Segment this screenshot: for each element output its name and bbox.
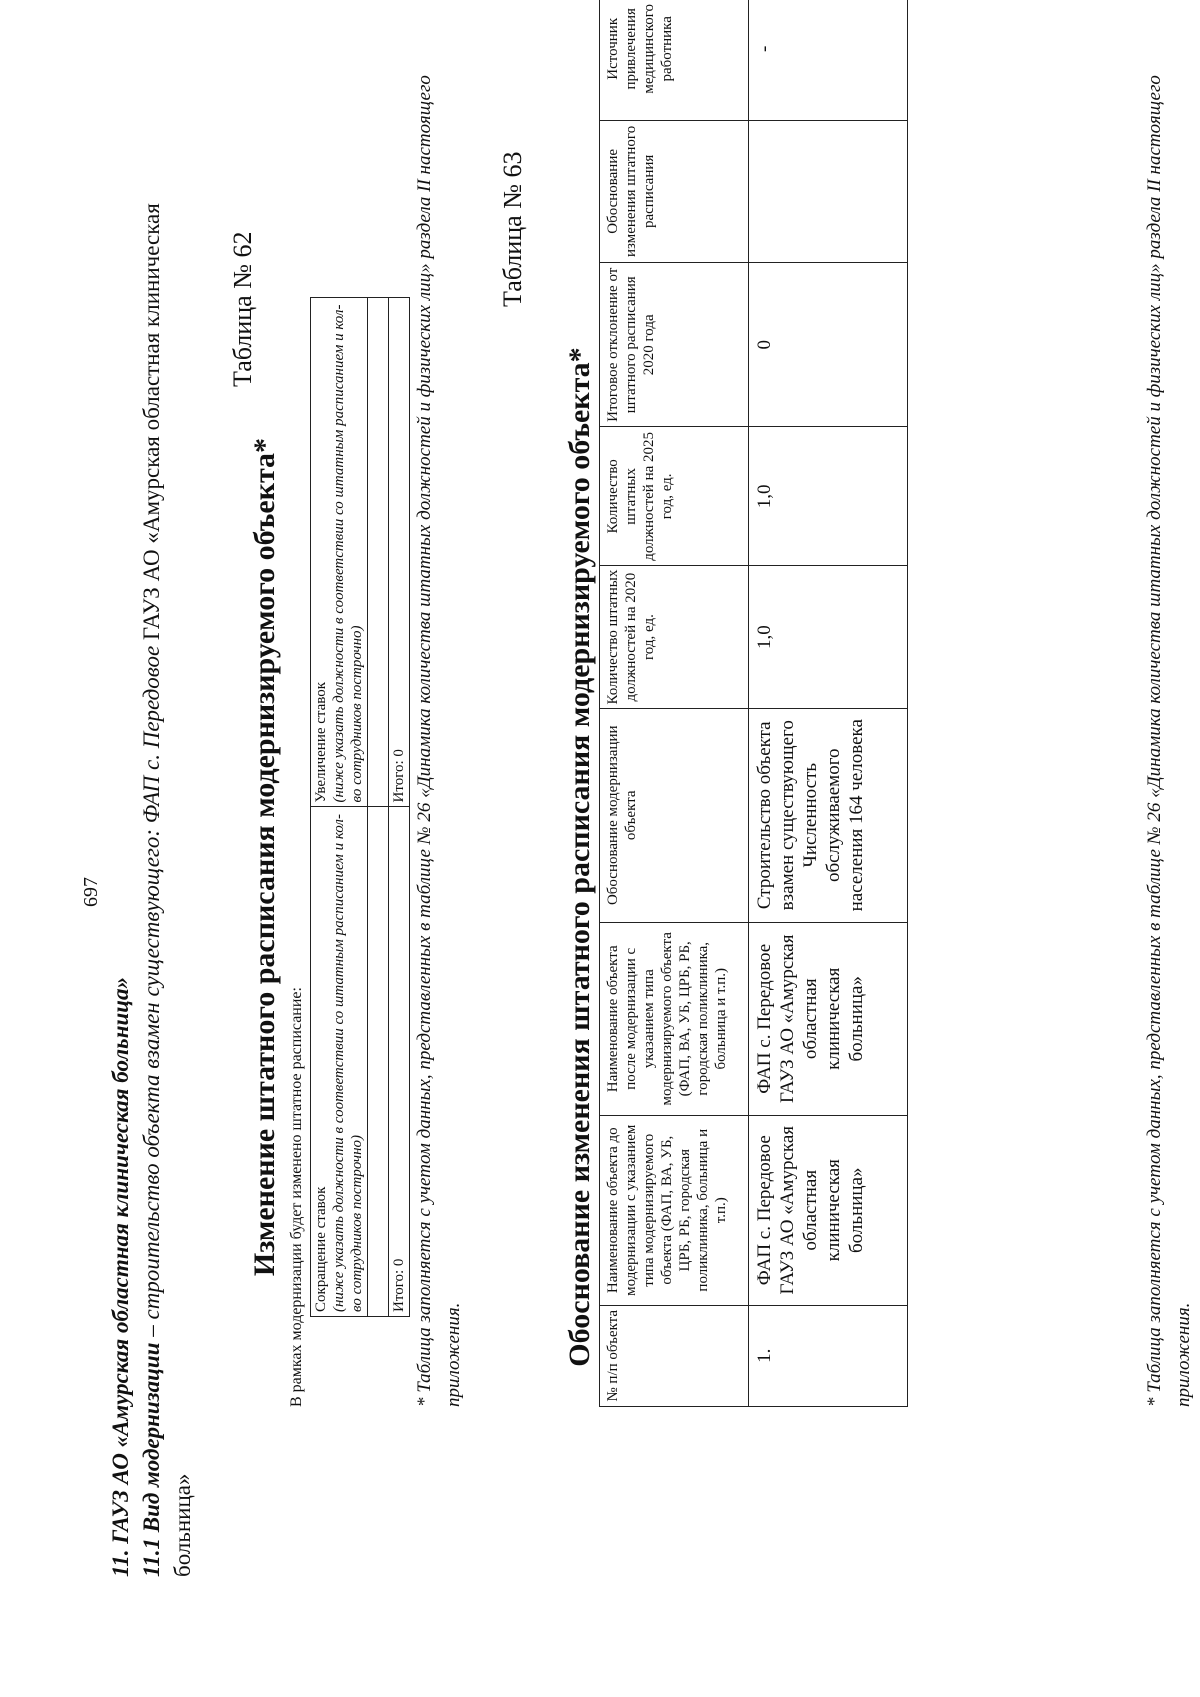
header-cell: Обоснование модернизации объекта bbox=[600, 708, 749, 922]
data-cell: 1,0 bbox=[749, 427, 908, 566]
table-62-label: Таблица № 62 bbox=[228, 231, 257, 387]
data-cell: 1. bbox=[749, 1305, 908, 1406]
increase-title: Увеличение ставок bbox=[313, 681, 329, 803]
increase-header-cell bbox=[311, 298, 368, 808]
decrease-title: Сокращение ставок bbox=[313, 1186, 329, 1312]
header-cell: Итоговое отклонение от штатного расписания 2020 года bbox=[600, 263, 749, 427]
header-cell: № п/п объекта bbox=[600, 1305, 749, 1406]
subsection-middle: – строительство объекта взамен существующего: ФАП с. Передовое bbox=[139, 645, 164, 1343]
table-row bbox=[368, 298, 389, 1317]
table-row bbox=[389, 298, 410, 1317]
header-cell: Наименование объекта после модернизации с указанием типа модернизируемого объекта (ФАП, ВА, УБ, ЦРБ, РБ, городская поликлиника, больница и т.п.) bbox=[600, 922, 749, 1115]
staff-change-table bbox=[310, 297, 410, 1317]
data-cell bbox=[749, 120, 908, 263]
table-row bbox=[311, 298, 368, 1317]
decrease-total: Итого: 0 bbox=[389, 807, 410, 1317]
table-63-footnote: * Таблица заполняется с учетом данных, представленных в таблице № 26 «Динамика количества штатных должностей и физических лиц» раздела II настоящего приложения. bbox=[1144, 75, 1194, 1407]
decrease-header-cell bbox=[311, 807, 368, 1317]
header-cell: Количество штатных должностей на 2025 год, ед. bbox=[600, 427, 749, 566]
data-cell: 0 bbox=[749, 263, 908, 427]
table-row bbox=[749, 0, 908, 1407]
page-number: 697 bbox=[80, 877, 102, 907]
subsection-prefix: 11.1 Вид модернизации bbox=[139, 1342, 164, 1577]
data-cell: Строительство объекта взамен существующего Численность обслуживаемого населения 164 человека bbox=[749, 708, 908, 922]
header-cell: Обоснование изменения штатного расписания bbox=[600, 120, 749, 263]
empty-cell bbox=[368, 807, 389, 1317]
table-62-footnote: * Таблица заполняется с учетом данных, представленных в таблице № 26 «Динамика количества штатных должностей и физических лиц» раздела II настоящего приложения. bbox=[414, 75, 464, 1407]
empty-cell bbox=[368, 298, 389, 808]
increase-total: Итого: 0 bbox=[389, 298, 410, 808]
table-63-title: Обоснование изменения штатного расписания модернизируемого объекта* bbox=[563, 347, 596, 1367]
data-cell: ФАП с. Передовое ГАУЗ АО «Амурская областная клиническая больница» bbox=[749, 922, 908, 1115]
table-63-label: Таблица № 63 bbox=[498, 151, 527, 307]
section-heading: 11. ГАУЗ АО «Амурская областная клиническая больница» bbox=[108, 976, 133, 1577]
subsection-rest: ГАУЗ АО «Амурская областная клиническая больница» bbox=[139, 203, 195, 1577]
header-cell: Наименование объекта до модернизации с указанием типа модернизируемого объекта (ФАП, ВА, УБ, ЦРБ, РБ, городская поликлиника, больница и т.п.) bbox=[600, 1115, 749, 1305]
increase-note: (ниже указать должности в соответствии со штатным расписанием и кол-во сотрудников построчно) bbox=[331, 304, 365, 803]
decrease-note: (ниже указать должности в соответствии со штатным расписанием и кол-во сотрудников построчно) bbox=[331, 814, 365, 1312]
header-cell: Количество штатных должностей на 2020 год, ед. bbox=[600, 566, 749, 709]
data-cell: - bbox=[749, 0, 908, 120]
header-row bbox=[600, 0, 749, 1407]
data-cell: ФАП с. Передовое ГАУЗ АО «Амурская областная клиническая больница» bbox=[749, 1115, 908, 1305]
data-cell: 1,0 bbox=[749, 566, 908, 709]
header-cell: Источник привлечения медицинского работника bbox=[600, 0, 749, 120]
table-62-intro: В рамках модернизации будет изменено штатное расписание: bbox=[288, 987, 305, 1407]
staff-justification-table bbox=[599, 0, 908, 1407]
subsection-heading bbox=[136, 177, 198, 1577]
table-62-title: Изменение штатного расписания модернизируемого объекта* bbox=[248, 437, 281, 1277]
